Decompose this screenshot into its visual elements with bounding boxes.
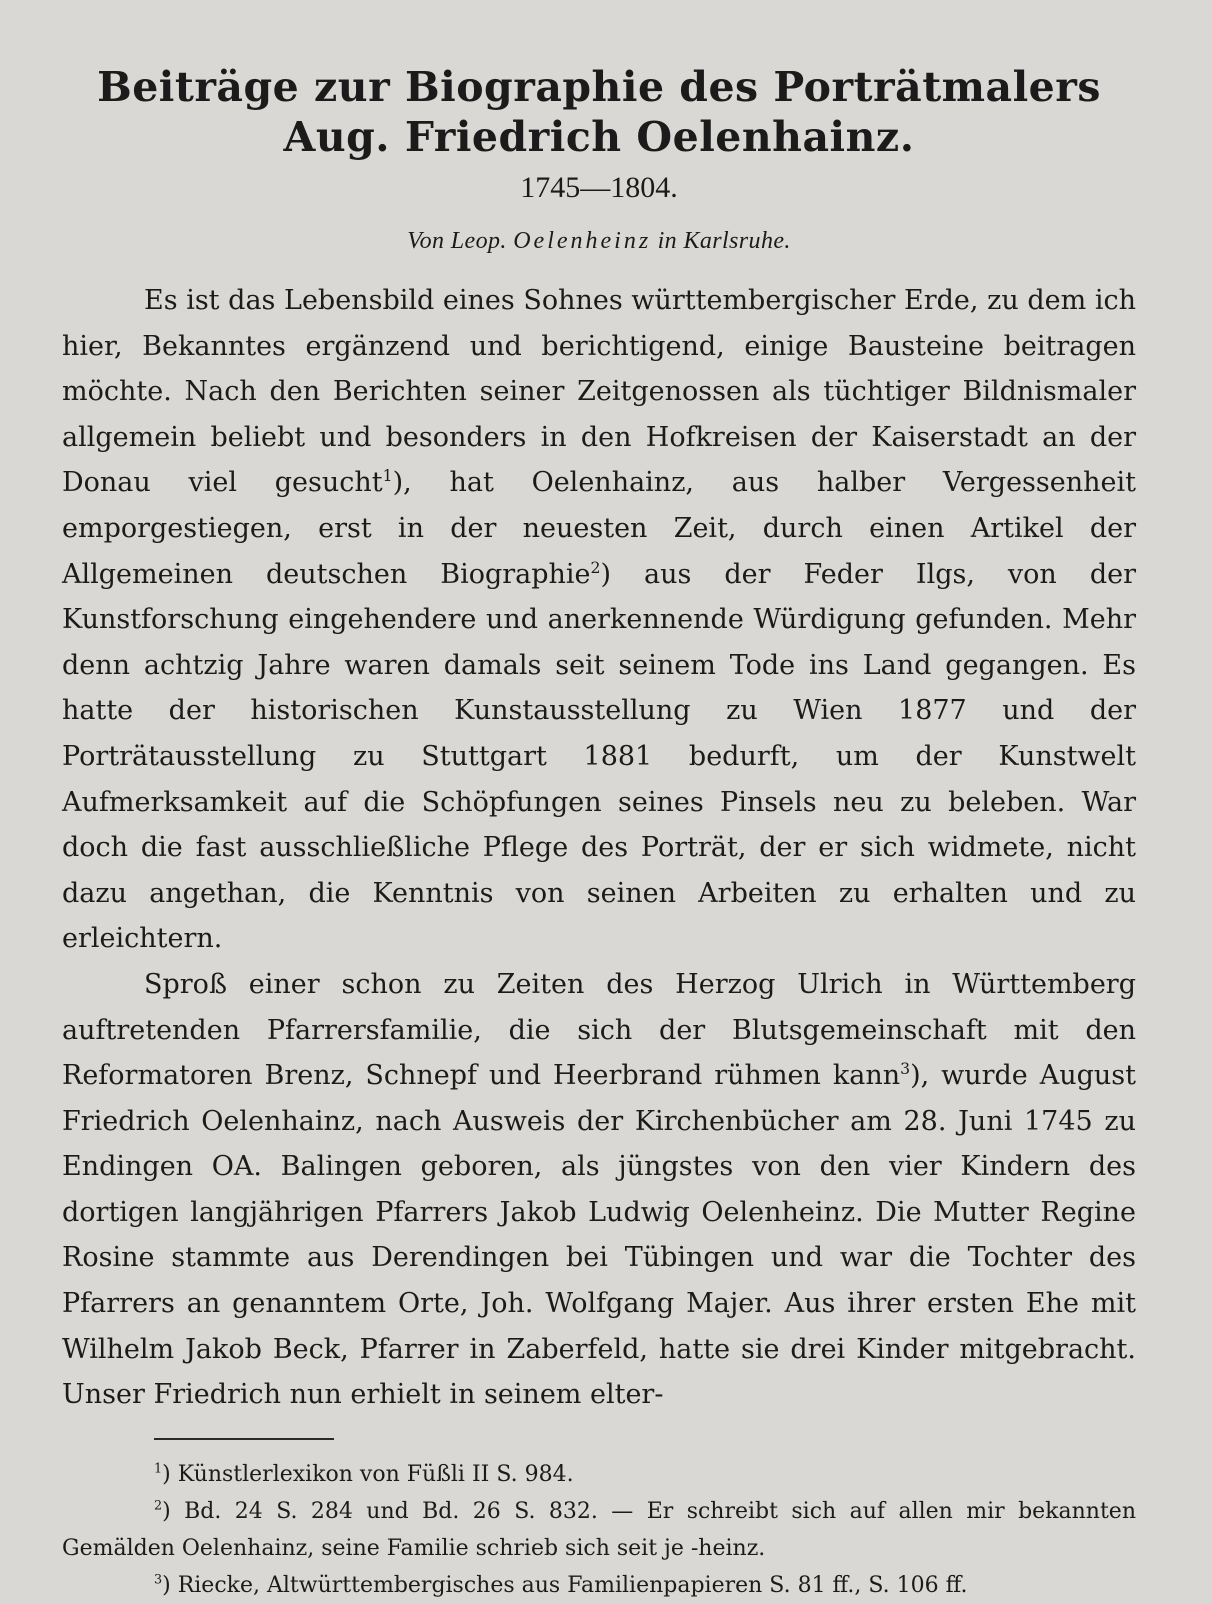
footnote-ref: 3 <box>900 1059 911 1079</box>
paragraph-text: ), hat Oelenhainz, aus halber Vergessenheit emporgestiegen, erst in der neuesten Zeit, durch einen Artikel der Allgemeinen deutschen Biographie <box>62 467 1136 590</box>
paragraph-text: Es ist das Lebensbild eines Sohnes württembergischer Erde, zu dem ich hier, Bekanntes ergänzend und berichtigend, einige Bausteine beitragen möchte. Nach den Berichten seiner Zeitgenossen als tüchtiger Bildnismaler allgemein beliebt und besonders in den Hofkreisen der Kaiserstadt an der Donau viel gesucht <box>62 285 1136 499</box>
paragraph-text: ) aus der Feder Ilgs, von der Kunstforschung eingehendere und anerkennende Würdigung gefunden. Mehr denn achtzig Jahre waren damals seit seinem Tode ins Land gegangen. Es hatte der historischen Kunstausstellung zu Wien 1877 und der Porträtausstellung zu Stuttgart 1881 bedurft, um der Kunstwelt Aufmerksamkeit auf die Schöpfungen seines Pinsels neu zu beleben. War doch die fast ausschließliche Pflege des Porträt, der er sich widmete, nicht dazu angethan, die Kenntnis von seinen Arbeiten zu erhalten und zu erleichtern. <box>62 558 1136 955</box>
article-title <box>62 62 1136 162</box>
paragraph-1 <box>62 278 1136 962</box>
footnote-1 <box>62 1456 1136 1493</box>
byline-author: Oelenheinz <box>513 228 652 254</box>
footnote-ref: 1 <box>382 466 393 486</box>
footnote-mark: 1 <box>154 1461 163 1477</box>
footnote-2 <box>62 1493 1136 1567</box>
footnotes <box>62 1456 1136 1604</box>
footnote-text: ) Künstlerlexikon von Füßli II S. 984. <box>162 1461 574 1487</box>
footnote-divider <box>154 1438 334 1440</box>
byline-prefix: Von Leop. <box>407 228 507 254</box>
paragraph-2 <box>62 962 1136 1418</box>
footnote-3 <box>62 1567 1136 1604</box>
paragraph-text: ), wurde August Friedrich Oelenhainz, nach Ausweis der Kirchenbücher am 28. Juni 1745 zu Endingen OA. Balingen geboren, als jüngstes von den vier Kindern des dortigen langjährigen Pfarrers Jakob Ludwig Oelenheinz. Die Mutter Regine Rosine stammte aus Derendingen bei Tübingen und war die Tochter des Pfarrers an genanntem Orte, Joh. Wolfgang Majer. Aus ihrer ersten Ehe mit Wilhelm Jakob Beck, Pfarrer in Zaberfeld, hatte sie drei Kinder mitgebracht. Unser Friedrich nun erhielt in seinem elter- <box>62 1060 1136 1411</box>
life-dates: 1745—1804. <box>520 171 678 204</box>
footnote-text: ) Riecke, Altwürttembergisches aus Familienpapieren S. 81 ff., S. 106 ff. <box>162 1572 968 1598</box>
byline-suffix: in Karlsruhe. <box>657 228 791 254</box>
footnote-text: ) Bd. 24 S. 284 und Bd. 26 S. 832. — Er schreibt sich auf allen mir bekannten Gemälden Oelenhainz, seine Familie schrieb sich seit je -heinz. <box>62 1498 1136 1561</box>
byline <box>62 226 1136 256</box>
footnote-mark: 3 <box>154 1572 163 1588</box>
footnote-mark: 2 <box>154 1498 163 1514</box>
paragraph-text: Sproß einer schon zu Zeiten des Herzog Ulrich in Württemberg auftretenden Pfarrersfamilie, die sich der Blutsgemeinschaft mit den Reformatoren Brenz, Schnepf und Heerbrand rühmen kann <box>62 968 1136 1092</box>
title-line-2: Aug. Friedrich Oelenhainz. <box>283 113 915 161</box>
article-body <box>62 278 1136 1418</box>
title-line-1: Beiträge zur Biographie des Porträtmalers <box>97 63 1101 111</box>
footnote-ref: 2 <box>590 557 601 577</box>
